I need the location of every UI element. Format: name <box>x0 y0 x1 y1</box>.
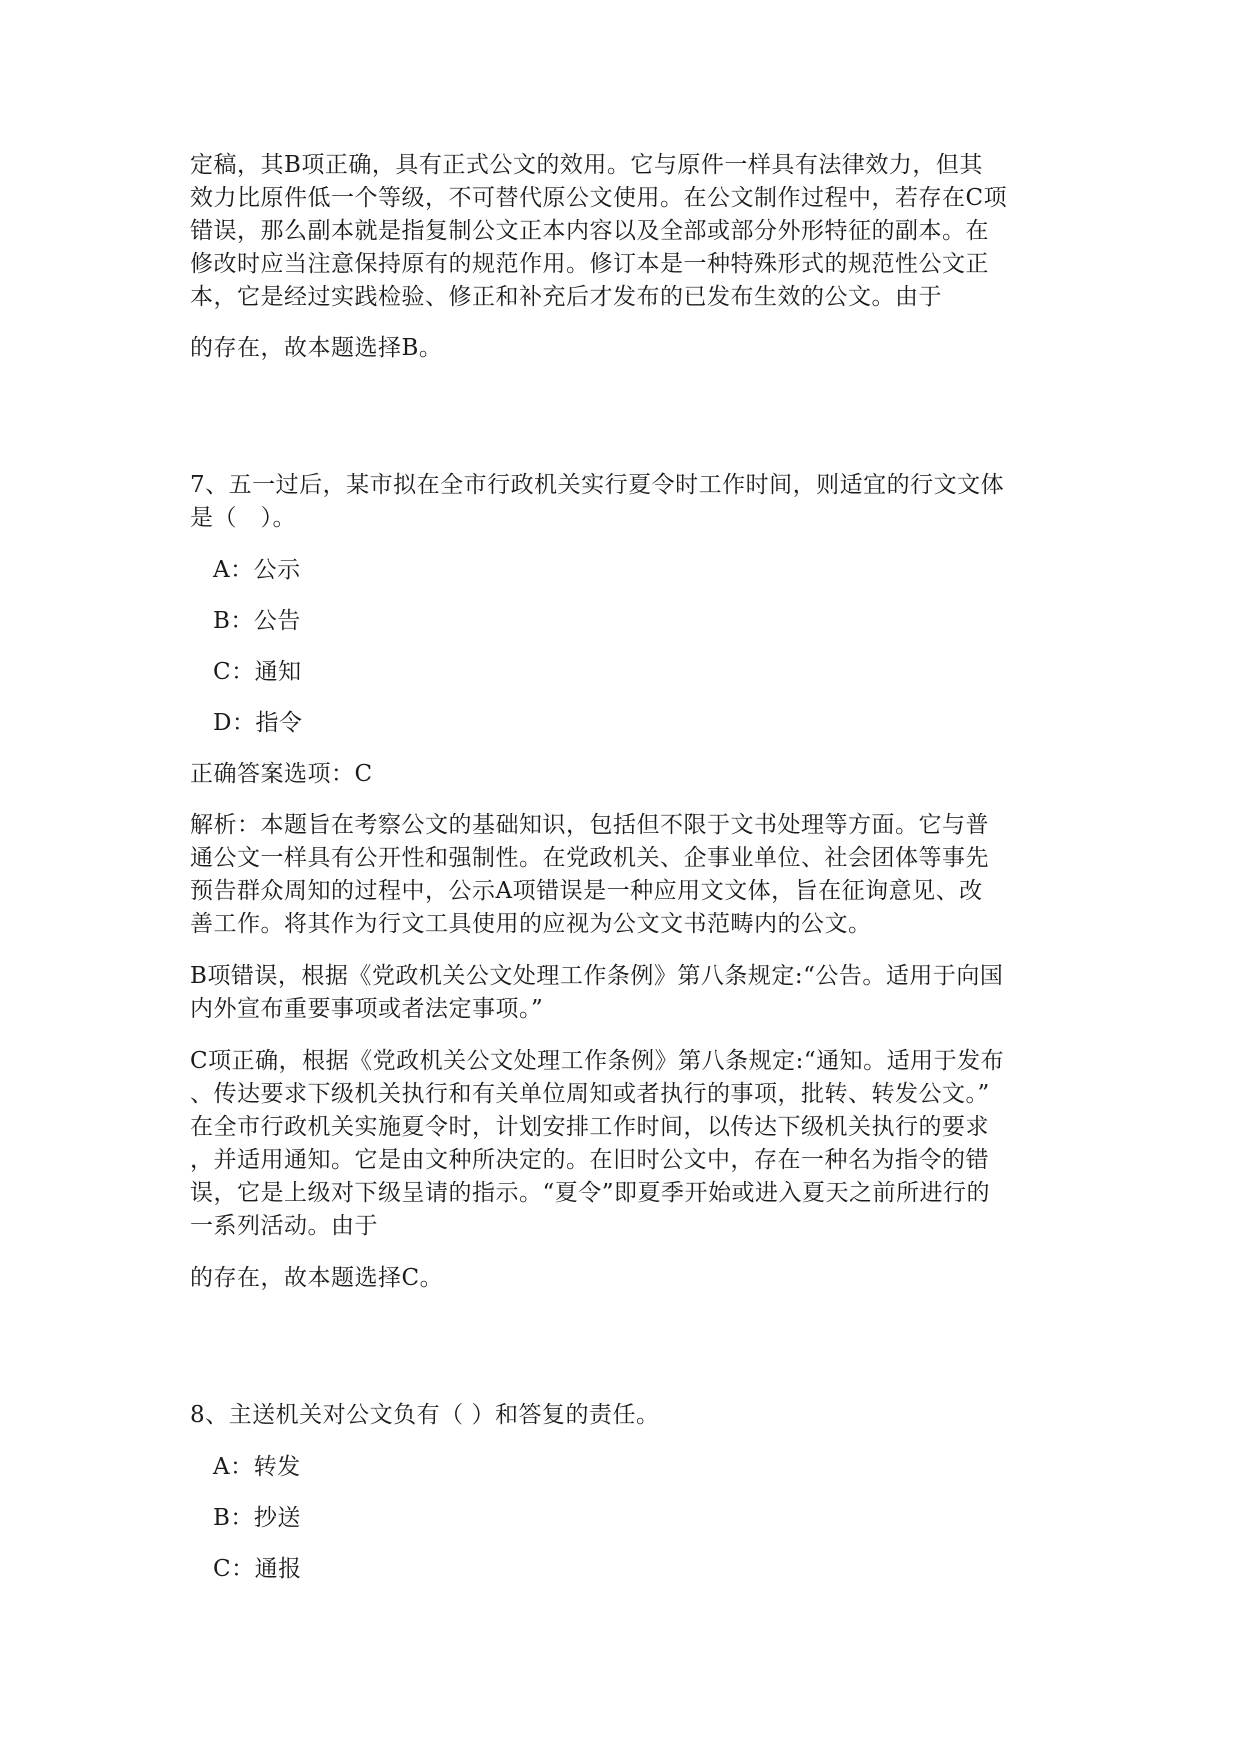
q7-analysis-b-line: 内外宣布重要事项或者法定事项。” <box>190 996 544 1022</box>
q7-analysis-line: 善工作。将其作为行文工具使用的应视为公文文书范畴内的公文。 <box>190 911 872 937</box>
prev-explanation-line: 定稿，其B项正确，具有正式公文的效用。它与原件一样具有法律效力，但其 <box>190 152 983 178</box>
prev-explanation-line: 错误，那么副本就是指复制公文正本内容以及全部或部分外形特征的副本。在 <box>190 218 989 244</box>
q7-analysis-c-line: 在全市行政机关实施夏令时，计划安排工作时间，以传达下级机关执行的要求 <box>190 1114 989 1140</box>
prev-conclusion: 的存在，故本题选择B。 <box>190 335 443 361</box>
q7-analysis-line: 通公文一样具有公开性和强制性。在党政机关、企事业单位、社会团体等事先 <box>190 845 989 871</box>
q7-option-a: A：公示 <box>213 557 301 583</box>
q7-option-b: B：公告 <box>213 608 301 634</box>
prev-explanation-line: 修改时应当注意保持原有的规范作用。修订本是一种特殊形式的规范性公文正 <box>190 251 989 277</box>
prev-explanation-line: 效力比原件低一个等级，不可替代原公文使用。在公文制作过程中，若存在C项 <box>190 185 1008 211</box>
q7-stem-line: 7、五一过后，某市拟在全市行政机关实行夏令时工作时间，则适宜的行文文体 <box>190 472 1005 498</box>
q8-option-a: A：转发 <box>213 1454 301 1480</box>
prev-explanation-line: 本，它是经过实践检验、修正和补充后才发布的已发布生效的公文。由于 <box>190 284 942 310</box>
q7-analysis-line: 预告群众周知的过程中，公示A项错误是一种应用文文体，旨在征询意见、改 <box>190 878 983 904</box>
q7-option-c: C：通知 <box>213 659 302 685</box>
q7-analysis-c-line: 一系列活动。由于 <box>190 1213 378 1239</box>
q8-stem: 8、主送机关对公文负有（ ）和答复的责任。 <box>190 1402 660 1428</box>
q7-stem-line: 是（ ）。 <box>190 505 296 531</box>
q7-analysis-line: 解析：本题旨在考察公文的基础知识，包括但不限于文书处理等方面。它与普 <box>190 812 989 838</box>
q8-option-b: B：抄送 <box>213 1505 301 1531</box>
q7-analysis-c-line: 误，它是上级对下级呈请的指示。“夏令”即夏季开始或进入夏天之前所进行的 <box>190 1180 991 1206</box>
q8-option-c: C：通报 <box>213 1556 302 1582</box>
q7-answer: 正确答案选项：C <box>190 761 373 787</box>
q7-analysis-b-line: B项错误，根据《党政机关公文处理工作条例》第八条规定:“公告。适用于向国 <box>190 963 1004 989</box>
q7-analysis-c-line: 、传达要求下级机关执行和有关单位周知或者执行的事项，批转、转发公文。” <box>190 1081 990 1107</box>
q7-analysis-c-line: C项正确，根据《党政机关公文处理工作条例》第八条规定:“通知。适用于发布 <box>190 1048 1005 1074</box>
q7-analysis-c-line: ，并适用通知。它是由文种所决定的。在旧时公文中，存在一种名为指令的错 <box>190 1147 989 1173</box>
q7-conclusion: 的存在，故本题选择C。 <box>190 1265 444 1291</box>
q7-option-d: D：指令 <box>213 710 303 736</box>
